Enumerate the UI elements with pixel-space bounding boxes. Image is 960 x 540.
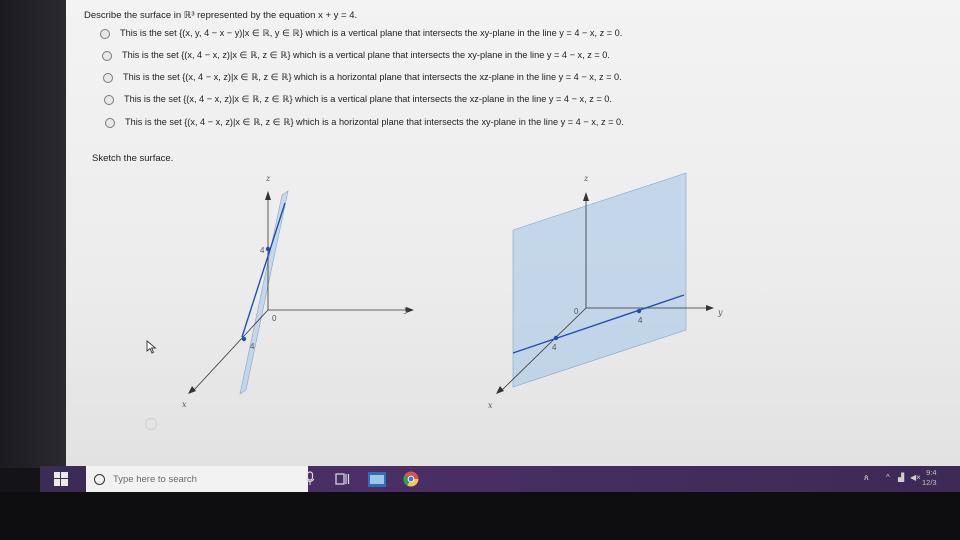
origin-label: 0 — [272, 314, 277, 323]
x-axis-label: x — [488, 401, 493, 410]
intercept-point — [266, 247, 270, 251]
radio-button[interactable] — [100, 29, 110, 39]
option-label: This is the set {(x, 4 − x, z)|x ∈ ℝ, z ∈ ℝ} which is a horizontal plane that intersects the xy-plane in the line y = 4 − x, z = 0. — [125, 117, 624, 127]
question-text: Describe the surface in ℝ³ represented by the equation x + y = 4. — [84, 10, 358, 21]
option-5[interactable] — [105, 117, 624, 128]
chevron-up-icon[interactable]: ^ — [886, 473, 890, 482]
x-intercept-label: 4 — [250, 342, 255, 351]
task-view-icon[interactable] — [334, 471, 350, 487]
y-axis-label: y — [404, 305, 409, 314]
z-intercept-label: 4 — [260, 246, 265, 255]
option-2[interactable] — [102, 50, 610, 61]
z-axis-arrow — [583, 192, 589, 201]
option-4[interactable] — [104, 94, 612, 105]
y-intercept-label: 4 — [638, 316, 643, 325]
x-axis-arrow — [496, 386, 504, 394]
plane-surface — [513, 173, 686, 387]
option-1[interactable] — [100, 28, 622, 39]
search-placeholder: Type here to search — [113, 473, 197, 485]
radio-button[interactable] — [105, 118, 115, 128]
x-intercept-label: 4 — [552, 343, 557, 352]
intercept-point — [242, 337, 246, 341]
option-label: This is the set {(x, 4 − x, z)|x ∈ ℝ, z ∈ ℝ} which is a vertical plane that intersects the xy-plane in the line y = 4 − x, z = 0. — [122, 50, 610, 60]
volume-icon[interactable]: ◀× — [910, 473, 921, 482]
screen-bezel-bottom — [0, 492, 960, 540]
faint-circle-icon — [145, 418, 157, 430]
file-explorer-icon[interactable] — [368, 471, 386, 487]
x-axis-label: x — [182, 400, 187, 409]
option-label: This is the set {(x, y, 4 − x − y)|x ∈ ℝ, y ∈ ℝ} which is a vertical plane that intersects the xy-plane in the line y = 4 − x, z = 0. — [120, 28, 623, 38]
x-axis-arrow — [188, 386, 196, 394]
system-clock[interactable] — [922, 468, 937, 488]
option-label: This is the set {(x, 4 − x, z)|x ∈ ℝ, z ∈ ℝ} which is a vertical plane that intersects the xz-plane in the line y = 4 − x, z = 0. — [124, 94, 612, 104]
x-axis — [194, 310, 268, 390]
y-axis-arrow — [706, 305, 714, 311]
mouse-cursor-icon — [146, 340, 158, 354]
sketch-instruction: Sketch the surface. — [92, 153, 174, 164]
clock-time: 9:4 — [926, 468, 937, 477]
chrome-icon[interactable] — [403, 471, 419, 487]
screen-bezel-left — [0, 0, 66, 468]
surface-graph-left[interactable] — [166, 165, 426, 415]
z-axis-label: z — [266, 174, 271, 183]
taskbar-search-box[interactable] — [86, 466, 308, 492]
origin-label: 0 — [574, 307, 579, 316]
y-axis-label: y — [718, 308, 723, 317]
plane-surface — [240, 191, 288, 394]
surface-graph-right[interactable] — [466, 165, 766, 425]
intercept-point — [554, 336, 558, 340]
network-icon[interactable]: ▟ — [898, 473, 905, 482]
cortana-icon — [94, 474, 105, 485]
trace-line — [242, 203, 285, 337]
z-axis-arrow — [265, 191, 271, 200]
browser-content — [66, 0, 960, 466]
taskbar — [40, 466, 960, 492]
z-axis-label: z — [584, 174, 589, 183]
people-icon[interactable]: ጰ — [864, 473, 869, 482]
windows-start-icon[interactable] — [54, 472, 68, 486]
radio-button[interactable] — [102, 51, 112, 61]
radio-button[interactable] — [103, 73, 113, 83]
microphone-icon[interactable] — [304, 471, 316, 487]
option-3[interactable] — [103, 72, 622, 83]
intercept-point — [637, 309, 641, 313]
option-label: This is the set {(x, 4 − x, z)|x ∈ ℝ, z ∈ ℝ} which is a horizontal plane that intersects the xz-plane in the line y = 4 − x, z = 0. — [123, 72, 622, 82]
radio-button[interactable] — [104, 95, 114, 105]
clock-date: 12/3 — [922, 478, 937, 487]
